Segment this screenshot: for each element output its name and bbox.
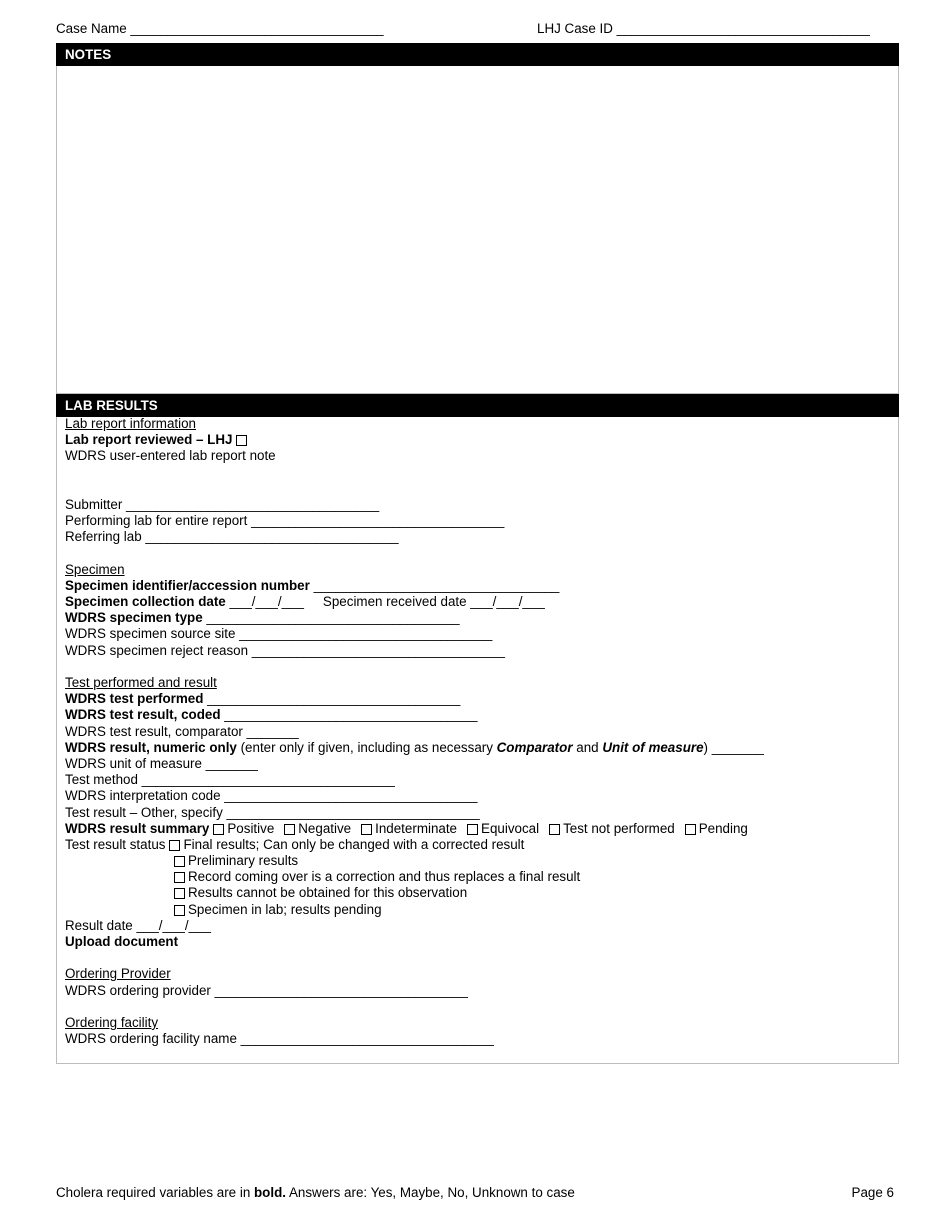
numeric-result-label: WDRS result, numeric only <box>65 739 237 755</box>
specimen-identifier-row[interactable] <box>65 578 895 594</box>
status-correction-row <box>65 869 895 885</box>
status-pending-checkbox[interactable] <box>174 905 185 916</box>
comparator-field[interactable]: WDRS test result, comparator _______ <box>65 723 299 739</box>
lab-report-heading: Lab report information <box>65 416 197 431</box>
numeric-comparator-term: Comparator <box>496 739 573 755</box>
specimen-identifier-blank[interactable]: _________________________________ <box>309 577 560 593</box>
status-correction-label: Record coming over is a correction and thus replaces a final result <box>188 869 581 885</box>
referring-lab-field[interactable]: Referring lab __________________________________ <box>65 529 399 545</box>
summary-equivocal-checkbox[interactable] <box>467 824 478 835</box>
case-header <box>56 21 894 39</box>
status-cannot-obtain-label: Results cannot be obtained for this observation <box>188 885 468 901</box>
reject-reason-field[interactable]: WDRS specimen reject reason __________________________________ <box>65 642 505 658</box>
result-summary-label: WDRS result summary <box>65 820 210 836</box>
lab-report-reviewed-label: Lab report reviewed – LHJ <box>65 432 233 448</box>
status-final-row <box>65 837 895 853</box>
test-performed-row[interactable] <box>65 691 895 707</box>
summary-indeterminate-checkbox[interactable] <box>361 824 372 835</box>
status-preliminary-row <box>65 853 895 869</box>
user-note-label: WDRS user-entered lab report note <box>65 448 276 464</box>
upload-document-label[interactable]: Upload document <box>65 934 179 950</box>
summary-indeterminate-label: Indeterminate <box>375 820 458 836</box>
result-date-field[interactable]: Result date ___/___/___ <box>65 917 211 933</box>
summary-positive-checkbox[interactable] <box>213 824 224 835</box>
page-number: Page 6 <box>851 1185 894 1200</box>
notes-section-header: NOTES <box>56 43 899 66</box>
status-cannot-obtain-checkbox[interactable] <box>174 888 185 899</box>
status-preliminary-checkbox[interactable] <box>174 856 185 867</box>
footer-bold: bold. <box>254 1185 286 1200</box>
numeric-result-row[interactable] <box>65 740 895 756</box>
test-result-coded-label: WDRS test result, coded <box>65 707 221 723</box>
test-result-other-field[interactable]: Test result – Other, specify __________________________________ <box>65 804 480 820</box>
test-heading: Test performed and result <box>65 675 217 691</box>
test-result-coded-blank[interactable]: __________________________________ <box>220 707 478 723</box>
collection-date-blank[interactable]: ___/___/___ <box>225 594 304 610</box>
interpretation-code-field[interactable]: WDRS interpretation code __________________________________ <box>65 788 478 804</box>
summary-negative-checkbox[interactable] <box>284 824 295 835</box>
lab-results-content <box>65 416 895 1047</box>
received-date-field[interactable]: Specimen received date ___/___/___ <box>322 594 545 610</box>
summary-pending-label: Pending <box>698 820 748 836</box>
test-performed-blank[interactable]: __________________________________ <box>203 691 461 707</box>
case-name-field[interactable]: Case Name __________________________________ <box>56 21 384 36</box>
notes-area[interactable] <box>56 66 899 394</box>
unit-of-measure-field[interactable]: WDRS unit of measure _______ <box>65 755 258 771</box>
specimen-type-row[interactable] <box>65 610 895 626</box>
test-result-coded-row[interactable] <box>65 707 895 723</box>
footer-text1: Cholera required variables are in <box>56 1185 254 1200</box>
status-final-label: Final results; Can only be changed with a corrected result <box>183 836 525 852</box>
status-label: Test result status <box>65 836 166 852</box>
lab-results-section-header: LAB RESULTS <box>56 394 899 417</box>
collection-date-row <box>65 594 895 610</box>
footer-note <box>56 1185 575 1200</box>
ordering-facility-field[interactable]: WDRS ordering facility name __________________________________ <box>65 1031 494 1047</box>
summary-not-performed-label: Test not performed <box>563 820 675 836</box>
result-summary-row <box>65 821 895 837</box>
summary-positive-label: Positive <box>227 820 275 836</box>
status-correction-checkbox[interactable] <box>174 872 185 883</box>
source-site-field[interactable]: WDRS specimen source site __________________________________ <box>65 626 493 642</box>
status-cannot-obtain-row <box>65 885 895 901</box>
submitter-field[interactable]: Submitter __________________________________ <box>65 496 380 512</box>
numeric-unit-term: Unit of measure <box>602 739 704 755</box>
ordering-provider-field[interactable]: WDRS ordering provider __________________________________ <box>65 982 468 998</box>
summary-equivocal-label: Equivocal <box>481 820 540 836</box>
status-preliminary-label: Preliminary results <box>188 853 299 869</box>
numeric-result-blank[interactable]: ) _______ <box>703 739 764 755</box>
summary-pending-checkbox[interactable] <box>685 824 696 835</box>
lhj-case-id-field[interactable]: LHJ Case ID __________________________________ <box>537 21 870 36</box>
lab-report-reviewed-row <box>65 432 895 448</box>
ordering-provider-heading: Ordering Provider <box>65 966 171 982</box>
test-method-field[interactable]: Test method __________________________________ <box>65 772 395 788</box>
performing-lab-field[interactable]: Performing lab for entire report __________________________________ <box>65 513 505 529</box>
status-final-checkbox[interactable] <box>169 840 180 851</box>
summary-not-performed-checkbox[interactable] <box>549 824 560 835</box>
numeric-and: and <box>572 739 603 755</box>
specimen-type-blank[interactable]: __________________________________ <box>202 610 460 626</box>
specimen-identifier-label: Specimen identifier/accession number <box>65 577 310 593</box>
summary-negative-label: Negative <box>298 820 352 836</box>
collection-date-label: Specimen collection date <box>65 594 226 610</box>
lab-report-reviewed-checkbox[interactable] <box>236 435 247 446</box>
test-performed-label: WDRS test performed <box>65 691 204 707</box>
numeric-result-text1: (enter only if given, including as necessary <box>236 739 497 755</box>
status-pending-label: Specimen in lab; results pending <box>188 901 382 917</box>
specimen-type-label: WDRS specimen type <box>65 610 203 626</box>
specimen-heading: Specimen <box>65 561 125 577</box>
footer-text2: Answers are: Yes, Maybe, No, Unknown to case <box>285 1185 575 1200</box>
status-pending-row <box>65 902 895 918</box>
ordering-facility-heading: Ordering facility <box>65 1014 159 1030</box>
